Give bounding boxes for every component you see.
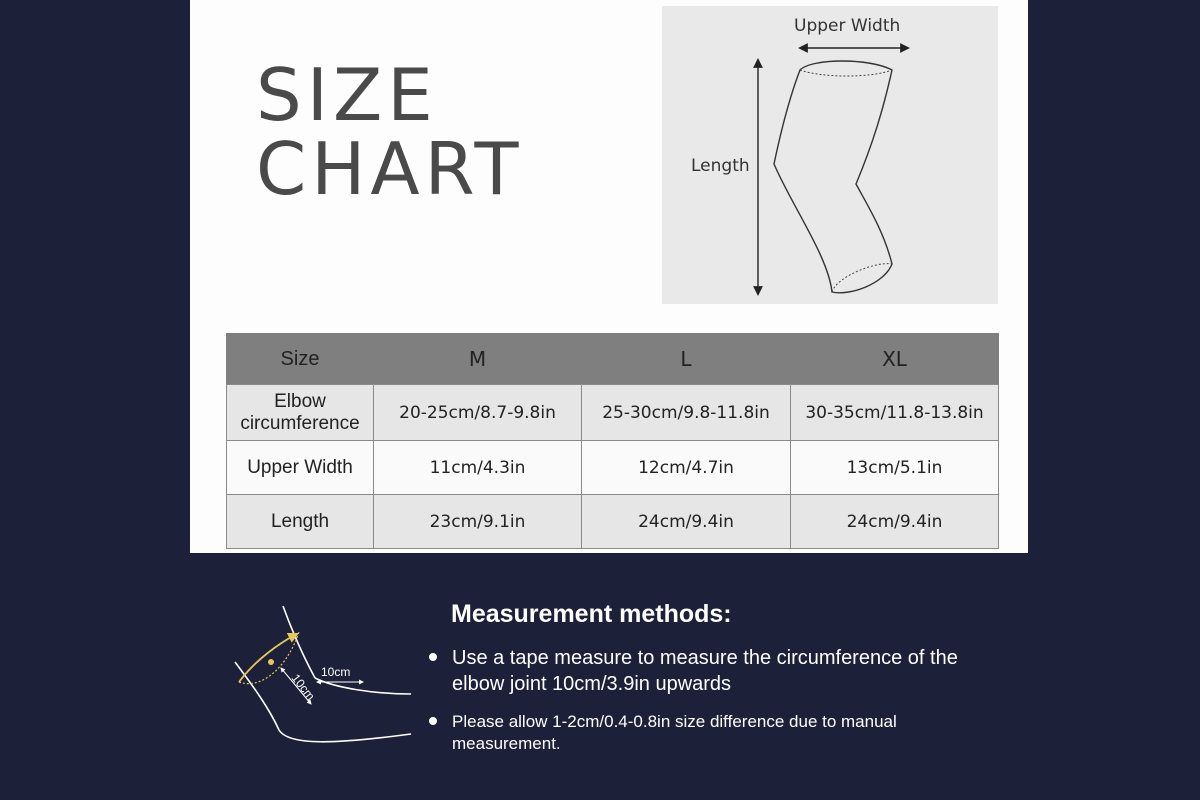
sleeve-diagram <box>662 6 998 304</box>
arm-measurement-illustration <box>225 598 420 753</box>
header-l: L <box>582 334 791 385</box>
header-xl: XL <box>791 334 999 385</box>
title-line-2: CHART <box>256 127 524 211</box>
table-cell: 13cm/5.1in <box>791 441 999 495</box>
tape-measure-loop-back <box>239 632 299 684</box>
diagonal-10cm-label: 10cm <box>288 671 318 703</box>
table-cell: 24cm/9.4in <box>582 495 791 549</box>
upper-arm-outer <box>283 606 315 678</box>
measurement-methods-title: Measurement methods: <box>451 600 732 628</box>
list-item: Please allow 1-2cm/0.4-0.8in size difference due to manual measurement. <box>426 711 986 755</box>
table-row <box>227 385 999 441</box>
horizontal-10cm-label: 10cm <box>321 665 351 679</box>
upper-arm-inner <box>235 662 279 730</box>
measurement-methods-list <box>426 645 986 755</box>
title-line-1: SIZE <box>256 53 438 137</box>
table-cell: 12cm/4.7in <box>582 441 791 495</box>
elbow-point <box>268 659 274 665</box>
tape-measure-loop <box>239 634 297 682</box>
table-header-row <box>227 334 999 385</box>
header-size: Size <box>227 334 374 385</box>
header-m: M <box>374 334 582 385</box>
row-label-length: Length <box>227 495 374 549</box>
table-cell: 20-25cm/8.7-9.8in <box>374 385 582 441</box>
forearm-top <box>315 678 411 694</box>
table-row <box>227 495 999 549</box>
list-item: Use a tape measure to measure the circumference of the elbow joint 10cm/3.9in upwards <box>426 645 986 697</box>
upper-width-label: Upper Width <box>794 16 901 36</box>
sleeve-illustration <box>662 6 998 304</box>
table-row <box>227 441 999 495</box>
size-chart-title <box>256 53 524 211</box>
row-label-upper-width: Upper Width <box>227 441 374 495</box>
table-cell: 24cm/9.4in <box>791 495 999 549</box>
length-label: Length <box>691 156 750 176</box>
sleeve-top-cuff <box>800 70 892 76</box>
row-label-elbow: Elbow circumference <box>227 385 374 441</box>
table-cell: 11cm/4.3in <box>374 441 582 495</box>
size-table <box>226 333 999 549</box>
sleeve-bottom-cuff <box>832 264 892 292</box>
forearm-bottom <box>279 730 411 742</box>
table-cell: 30-35cm/11.8-13.8in <box>791 385 999 441</box>
table-cell: 23cm/9.1in <box>374 495 582 549</box>
sleeve-outline <box>774 61 892 293</box>
table-cell: 25-30cm/9.8-11.8in <box>582 385 791 441</box>
